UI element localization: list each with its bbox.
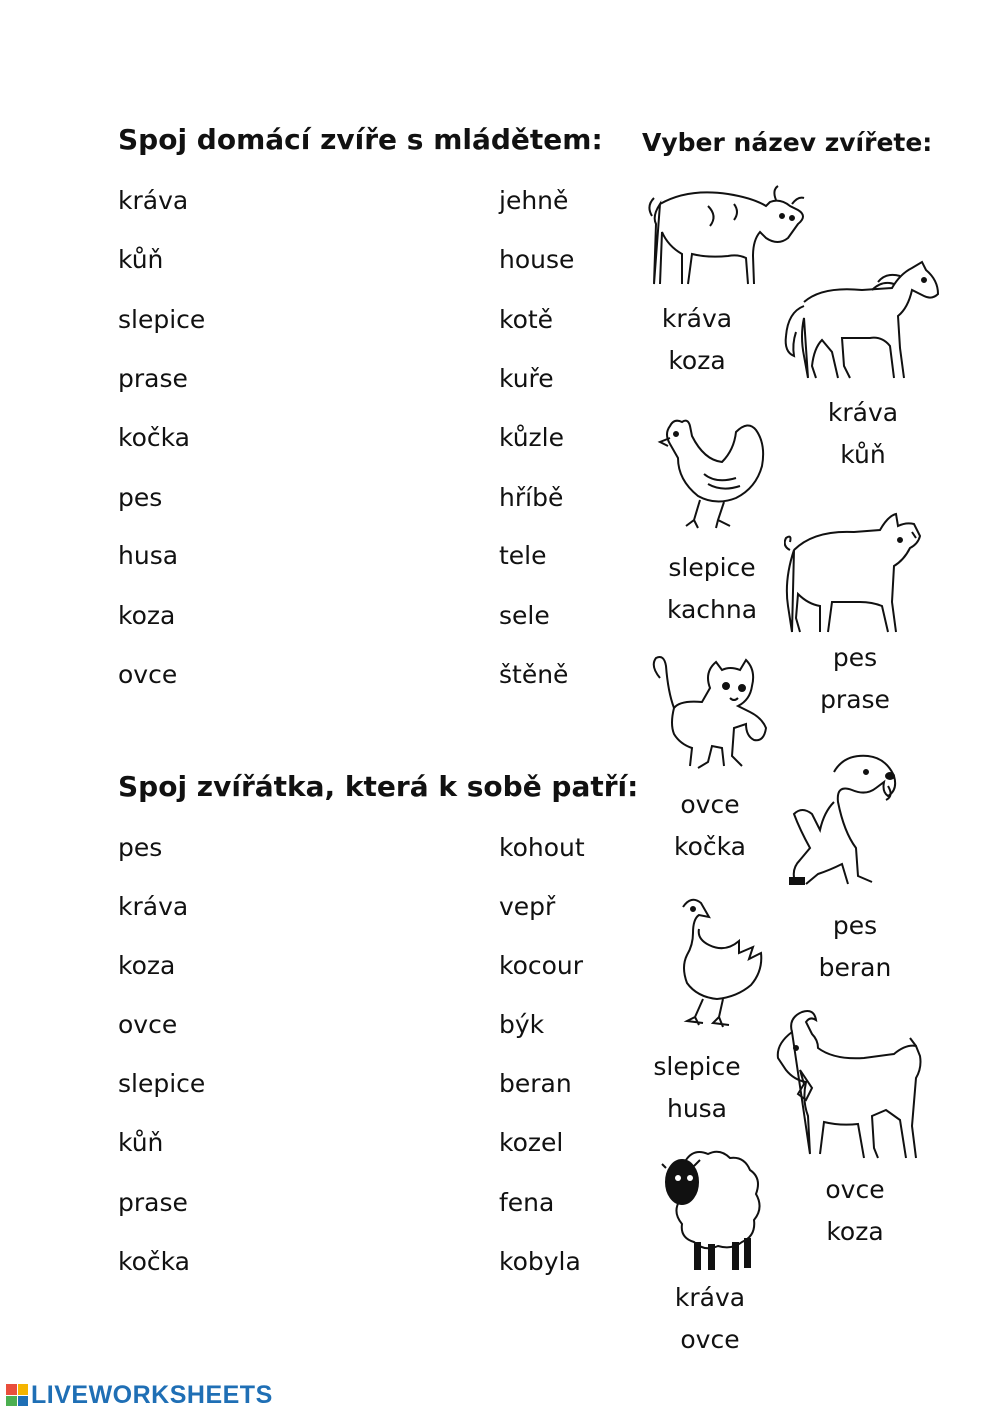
section1-right-word[interactable]: hříbě xyxy=(499,483,564,512)
horse-option[interactable]: kůň xyxy=(840,440,886,469)
section2-left-word[interactable]: koza xyxy=(118,951,176,980)
pig-icon xyxy=(784,510,924,636)
section1-right-word[interactable]: štěně xyxy=(499,660,569,689)
goat-option[interactable]: ovce xyxy=(825,1175,885,1204)
hen-icon xyxy=(656,414,768,540)
sheep-option[interactable]: ovce xyxy=(680,1325,740,1354)
dog-icon xyxy=(786,752,916,892)
section1-right-word[interactable]: sele xyxy=(499,601,550,630)
section1-left-word[interactable]: kráva xyxy=(118,186,189,215)
goat-option[interactable]: koza xyxy=(826,1217,884,1246)
section1-right-word[interactable]: kůzle xyxy=(499,423,565,452)
section2-right-word[interactable]: vepř xyxy=(499,892,556,921)
logo-square-yellow xyxy=(18,1384,29,1395)
section2-left-word[interactable]: prase xyxy=(118,1188,188,1217)
section2-left-word[interactable]: kráva xyxy=(118,892,189,921)
cat-option[interactable]: kočka xyxy=(674,832,746,861)
section2-right-word[interactable]: kocour xyxy=(499,951,584,980)
goose-icon xyxy=(653,893,769,1033)
cat-icon xyxy=(646,652,772,778)
pig-option[interactable]: pes xyxy=(832,643,878,672)
pig-option[interactable]: prase xyxy=(820,685,890,714)
section2-right-word[interactable]: beran xyxy=(499,1069,572,1098)
section2-left-word[interactable]: slepice xyxy=(118,1069,206,1098)
section1-right-word[interactable]: kotě xyxy=(499,305,554,334)
goose-option[interactable]: husa xyxy=(666,1094,728,1123)
horse-icon xyxy=(782,256,942,382)
section2-right-word[interactable]: býk xyxy=(499,1010,545,1039)
section2-right-word[interactable]: fena xyxy=(499,1188,555,1217)
section1-left-word[interactable]: husa xyxy=(118,541,179,570)
logo-square-blue xyxy=(18,1396,29,1407)
section1-left-word[interactable]: ovce xyxy=(118,660,178,689)
section1-left-word[interactable]: prase xyxy=(118,364,188,393)
goose-option[interactable]: slepice xyxy=(653,1052,741,1081)
section1-left-word[interactable]: koza xyxy=(118,601,176,630)
cow-option[interactable]: koza xyxy=(668,346,726,375)
section1-right-word[interactable]: house xyxy=(499,245,575,274)
section2-left-word[interactable]: kočka xyxy=(118,1247,190,1276)
section3-title: Vyber název zvířete: xyxy=(642,128,933,157)
logo-mark-icon xyxy=(6,1384,28,1406)
cat-option[interactable]: ovce xyxy=(680,790,740,819)
section2-right-word[interactable]: kohout xyxy=(499,833,585,862)
section2-left-word[interactable]: kůň xyxy=(118,1128,164,1157)
sheep-option[interactable]: kráva xyxy=(674,1283,746,1312)
sheep-icon xyxy=(660,1138,764,1278)
horse-option[interactable]: kráva xyxy=(827,398,899,427)
section1-left-word[interactable]: slepice xyxy=(118,305,206,334)
hen-option[interactable]: slepice xyxy=(668,553,756,582)
liveworksheets-logo xyxy=(6,1382,273,1408)
section1-right-word[interactable]: kuře xyxy=(499,364,554,393)
section1-left-word[interactable]: pes xyxy=(118,483,163,512)
dog-option[interactable]: pes xyxy=(832,911,878,940)
section2-left-word[interactable]: pes xyxy=(118,833,163,862)
section1-title: Spoj domácí zvíře s mládětem: xyxy=(118,123,603,156)
section2-left-word[interactable]: ovce xyxy=(118,1010,178,1039)
section1-right-word[interactable]: jehně xyxy=(499,186,569,215)
section1-left-word[interactable]: kočka xyxy=(118,423,190,452)
logo-square-green xyxy=(6,1396,17,1407)
dog-option[interactable]: beran xyxy=(818,953,892,982)
logo-text: LIVEWORKSHEETS xyxy=(31,1380,273,1409)
section2-title: Spoj zvířátka, která k sobě patří: xyxy=(118,770,639,803)
section1-right-word[interactable]: tele xyxy=(499,541,547,570)
cow-option[interactable]: kráva xyxy=(661,304,733,333)
section1-left-word[interactable]: kůň xyxy=(118,245,164,274)
section2-right-word[interactable]: kozel xyxy=(499,1128,564,1157)
goat-icon xyxy=(774,1008,924,1164)
section2-right-word[interactable]: kobyla xyxy=(499,1247,581,1276)
logo-square-red xyxy=(6,1384,17,1395)
hen-option[interactable]: kachna xyxy=(666,595,758,624)
